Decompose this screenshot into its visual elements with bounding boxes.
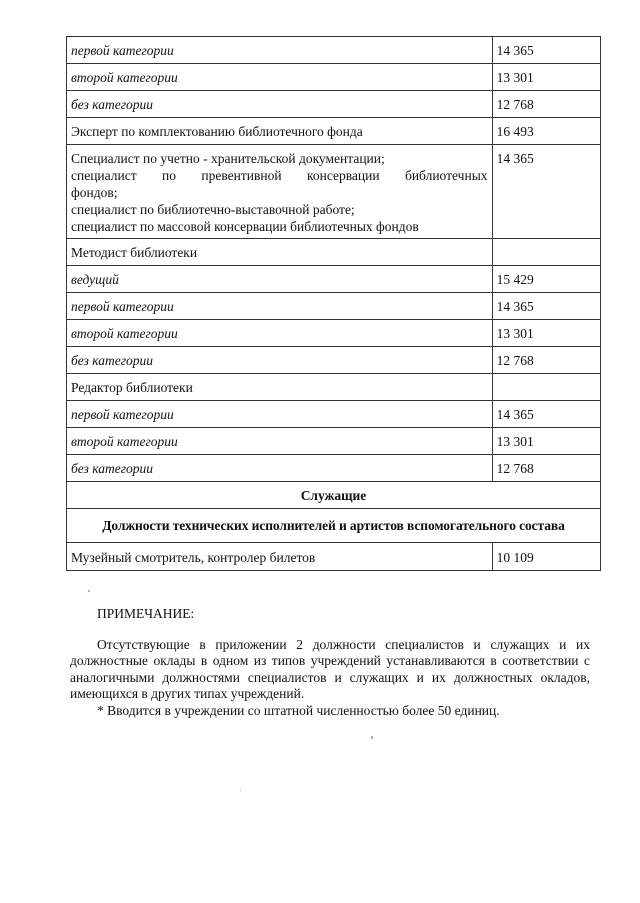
table-row [67, 266, 601, 293]
salary-value: 14 365 [492, 145, 600, 239]
table-row [67, 37, 601, 64]
table-row [67, 347, 601, 374]
salary-value [492, 239, 600, 266]
position-line: специалист по библиотечно-выставочной работе; [71, 202, 355, 217]
position-name: без категории [67, 91, 493, 118]
position-line: фондов; [71, 185, 118, 200]
section-title: Должности технических исполнителей и артистов вспомогательного состава [67, 509, 601, 543]
table-row [67, 118, 601, 145]
table-row [67, 91, 601, 118]
table-row [67, 320, 601, 347]
position-name: Эксперт по комплектованию библиотечного фонда [67, 118, 493, 145]
salary-value: 14 365 [492, 401, 600, 428]
salary-value: 15 429 [492, 266, 600, 293]
position-name: второй категории [67, 320, 493, 347]
notes-footnote: * Вводится в учреждении со штатной численностью более 50 единиц. [97, 702, 500, 718]
position-name: первой категории [67, 37, 493, 64]
salary-value: 12 768 [492, 91, 600, 118]
position-name: ведущий [67, 266, 493, 293]
scan-speck [88, 590, 90, 592]
word: специалист [71, 168, 137, 183]
position-name: первой категории [67, 401, 493, 428]
scan-speck [371, 736, 373, 739]
salary-value [492, 374, 600, 401]
section-row [67, 482, 601, 509]
position-name: второй категории [67, 428, 493, 455]
table-row [67, 428, 601, 455]
section-title: Служащие [67, 482, 601, 509]
position-line-justified [71, 167, 488, 184]
table-row [67, 64, 601, 91]
table-row [67, 374, 601, 401]
notes-heading: ПРИМЕЧАНИЕ: [97, 606, 195, 621]
scan-speck [240, 790, 241, 791]
salary-value: 13 301 [492, 320, 600, 347]
position-name: Музейный смотритель, контролер билетов [67, 543, 493, 571]
position-name-multiline [67, 145, 493, 239]
salary-value: 16 493 [492, 118, 600, 145]
salary-value: 13 301 [492, 64, 600, 91]
position-name: второй категории [67, 64, 493, 91]
salary-value: 10 109 [492, 543, 600, 571]
word: консервации [306, 168, 380, 183]
position-name: первой категории [67, 293, 493, 320]
word: по [162, 168, 176, 183]
position-name: без категории [67, 455, 493, 482]
table-row [67, 401, 601, 428]
notes-section [70, 606, 590, 719]
notes-paragraph: Отсутствующие в приложении 2 должности специалистов и служащих и их должностные оклады в одном из типов учреждений устанавливаются в соответствии с аналогичными должностями специалистов и служащих и их должностных окладов, имеющихся в других типах учреждений. [70, 636, 590, 701]
position-group-name: Редактор библиотеки [67, 374, 493, 401]
position-line: Специалист по учетно - хранительской документации; [71, 151, 385, 166]
table-row [67, 145, 601, 239]
salary-value: 14 365 [492, 293, 600, 320]
table-row [67, 293, 601, 320]
salary-value: 12 768 [492, 347, 600, 374]
table-row [67, 455, 601, 482]
salary-table [66, 36, 601, 571]
position-name: без категории [67, 347, 493, 374]
table-row [67, 239, 601, 266]
section-row [67, 509, 601, 543]
position-line: специалист по массовой консервации библиотечных фондов [71, 219, 419, 234]
salary-value: 12 768 [492, 455, 600, 482]
word: библиотечных [404, 168, 488, 183]
word: превентивной [201, 168, 282, 183]
salary-value: 13 301 [492, 428, 600, 455]
position-group-name: Методист библиотеки [67, 239, 493, 266]
salary-value: 14 365 [492, 37, 600, 64]
table-row [67, 543, 601, 571]
